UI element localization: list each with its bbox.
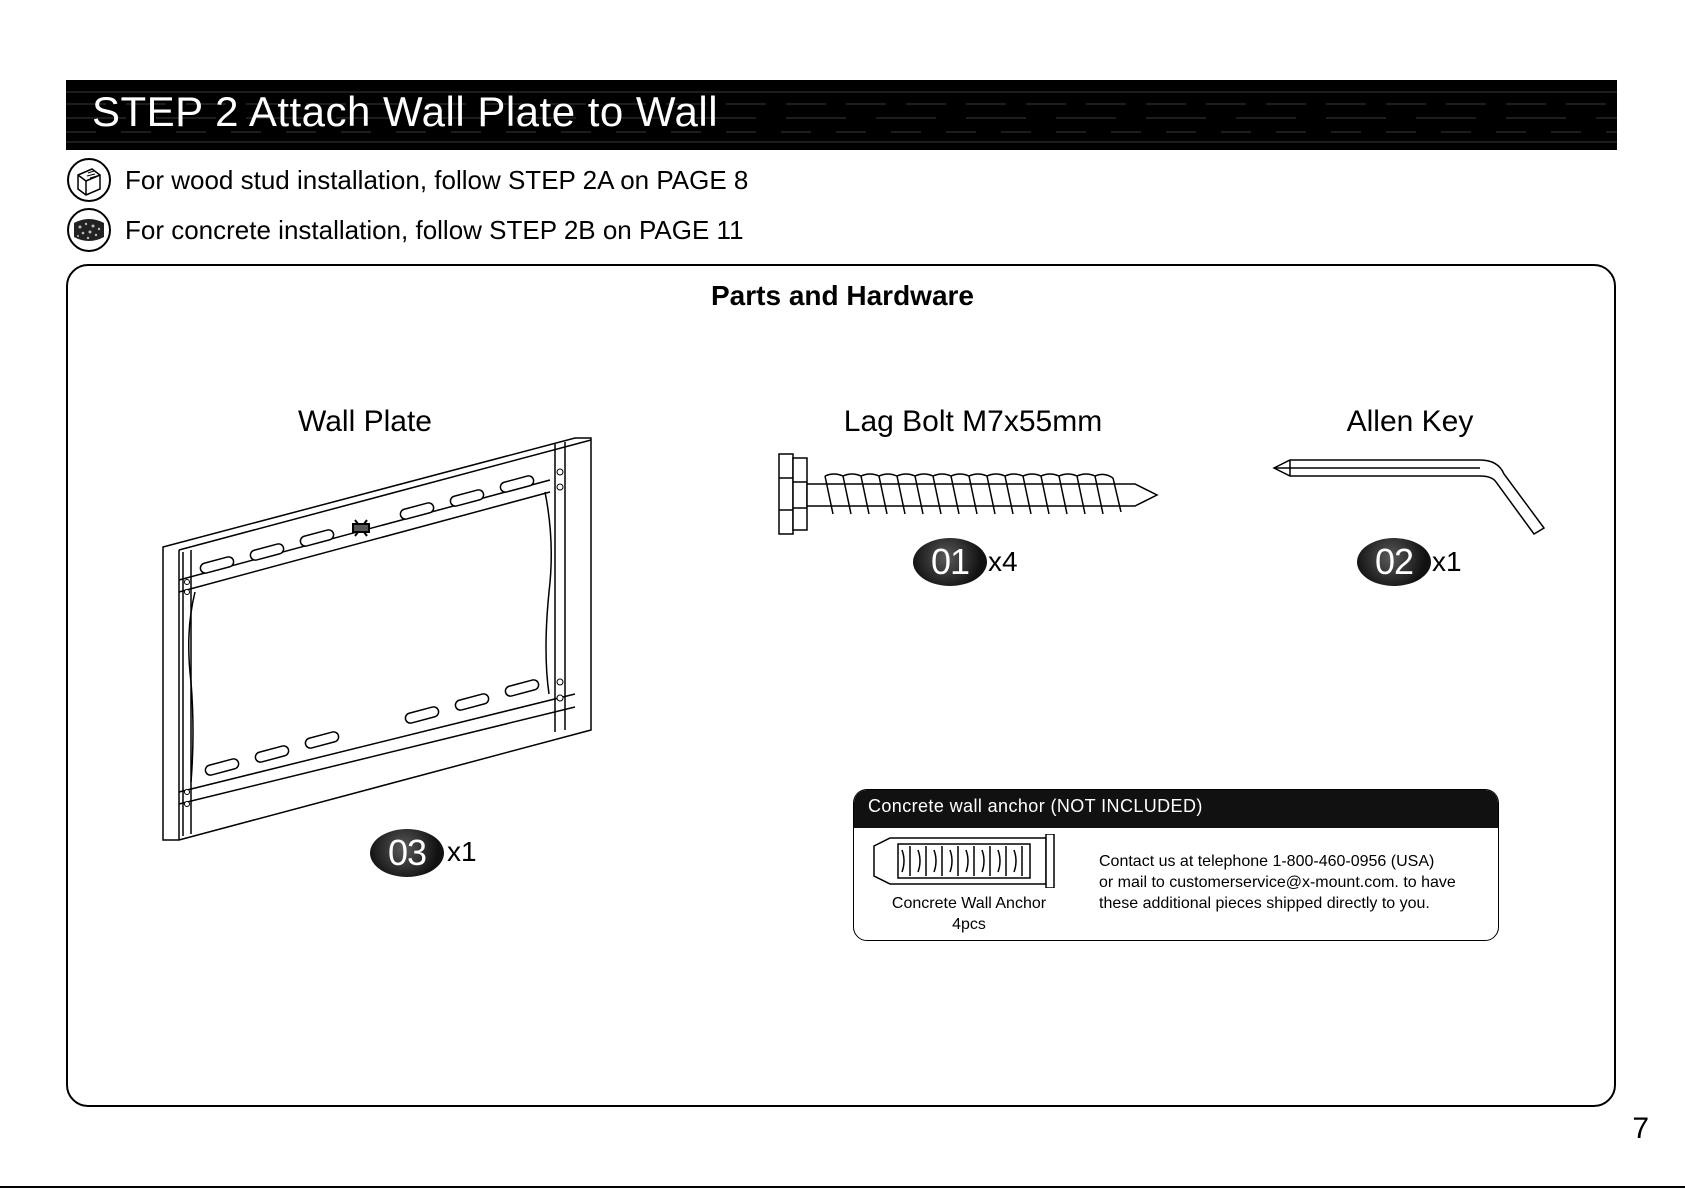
allen-key-qty: x1	[1432, 546, 1462, 577]
lag-bolt-badge: 01	[913, 538, 987, 586]
allen-key-label: Allen Key	[1346, 405, 1474, 438]
allen-key-badge: 02	[1357, 538, 1431, 586]
parts-title: Parts and Hardware	[711, 280, 974, 311]
anchor-note-title: Concrete wall anchor (NOT INCLUDED)	[868, 796, 1203, 816]
wall-plate-label: Wall Plate	[298, 405, 432, 438]
step-banner	[66, 80, 1617, 150]
instruction-concrete	[66, 207, 966, 255]
step-title: STEP 2 Attach Wall Plate to Wall	[92, 88, 719, 135]
instruction-concrete-text: For concrete installation, follow STEP 2B on PAGE 11	[125, 215, 744, 245]
wood-stud-icon	[66, 157, 112, 203]
anchor-name-block	[864, 893, 1074, 935]
wall-plate-qty: x1	[447, 836, 477, 867]
anchor-name: Concrete Wall Anchor	[891, 895, 1047, 912]
concrete-anchor-illustration	[870, 834, 1060, 888]
bottom-divider	[0, 1186, 1685, 1188]
lag-bolt-label: Lag Bolt M7x55mm	[843, 405, 1103, 438]
contact-line-1: Contact us at telephone 1-800-460-0956 (USA)	[1099, 853, 1435, 870]
anchor-count: 4pcs	[952, 916, 986, 933]
anchor-note-header	[854, 790, 1498, 828]
allen-key-illustration	[1270, 452, 1550, 542]
wall-plate-badge: 03	[370, 829, 444, 877]
page-number: 7	[1632, 1112, 1649, 1145]
instruction-wood-text: For wood stud installation, follow STEP 2A on PAGE 8	[125, 165, 749, 195]
anchor-note-box	[853, 789, 1499, 941]
contact-line-3: these additional pieces shipped directly to you.	[1099, 895, 1430, 912]
lag-bolt-illustration	[775, 450, 1165, 540]
anchor-contact-text	[1099, 851, 1456, 914]
concrete-icon	[66, 207, 112, 253]
wall-plate-illustration	[155, 432, 605, 842]
contact-line-2: or mail to customerservice@x-mount.com. to have	[1099, 874, 1456, 891]
instruction-wood-stud	[66, 157, 966, 205]
lag-bolt-qty: x4	[988, 546, 1018, 577]
